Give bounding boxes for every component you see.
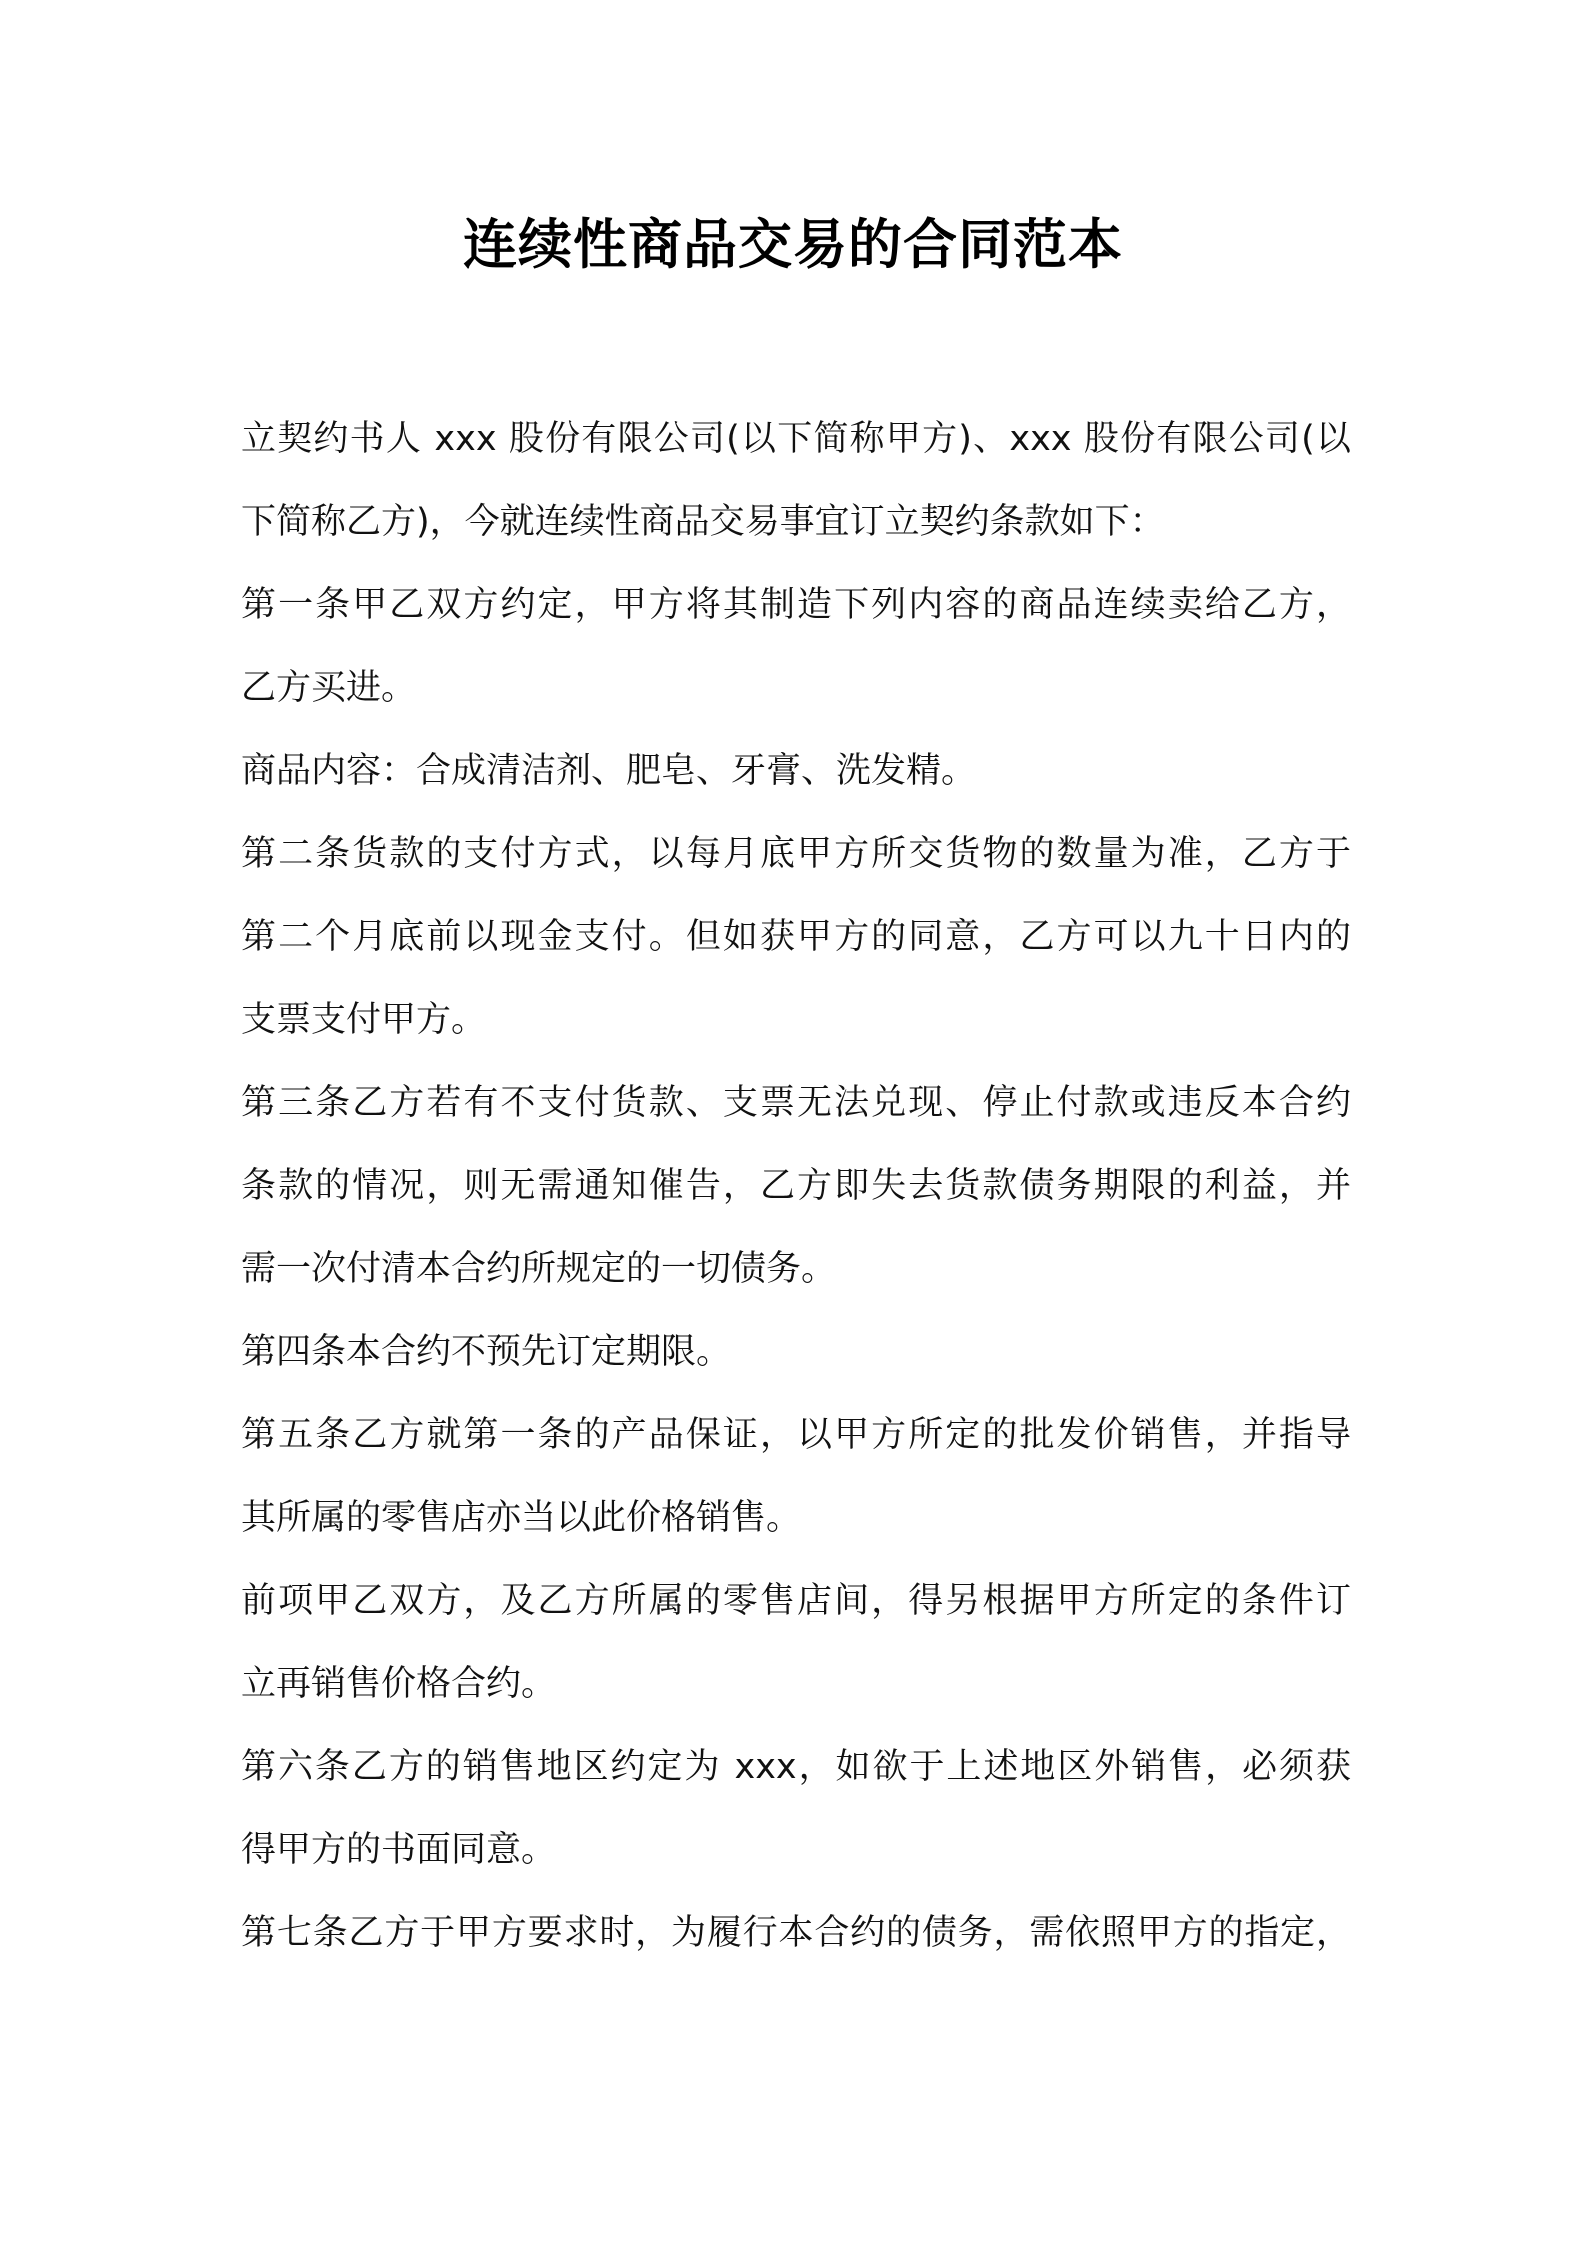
text-line: 第七条乙方于甲方要求时，为履行本合约的债务，需依照甲方的指定， [241, 1913, 1351, 1953]
text-line: 第二个月底前以现金支付。但如获甲方的同意，乙方可以九十日内的 [241, 917, 1351, 957]
text-line: 得甲方的书面同意。 [241, 1830, 557, 1870]
text-line: 前项甲乙双方，及乙方所属的零售店间，得另根据甲方所定的条件订 [241, 1581, 1351, 1621]
document-body [241, 398, 1351, 1975]
text-line: 下简称乙方)，今就连续性商品交易事宜订立契约条款如下： [241, 502, 1165, 542]
text-line: 立再销售价格合约。 [241, 1664, 557, 1704]
text-line: 第六条乙方的销售地区约定为 xxx，如欲于上述地区外销售，必须获 [241, 1747, 1351, 1787]
document-title: 连续性商品交易的合同范本 [463, 213, 1123, 276]
text-line: 条款的情况，则无需通知催告，乙方即失去货款债务期限的利益，并 [241, 1166, 1351, 1206]
text-line: 商品内容：合成清洁剂、肥皂、牙膏、洗发精。 [241, 751, 977, 791]
text-line: 其所属的零售店亦当以此价格销售。 [241, 1498, 802, 1538]
text-line: 第一条甲乙双方约定，甲方将其制造下列内容的商品连续卖给乙方， [241, 585, 1351, 625]
text-line: 第四条本合约不预先订定期限。 [241, 1332, 732, 1372]
text-line: 需一次付清本合约所规定的一切债务。 [241, 1249, 837, 1289]
text-line: 第五条乙方就第一条的产品保证，以甲方所定的批发价销售，并指导 [241, 1415, 1351, 1455]
text-line: 第三条乙方若有不支付货款、支票无法兑现、停止付款或违反本合约 [241, 1083, 1351, 1123]
text-line: 支票支付甲方。 [241, 1000, 487, 1040]
text-line: 第二条货款的支付方式，以每月底甲方所交货物的数量为准，乙方于 [241, 834, 1351, 874]
text-line: 立契约书人 xxx 股份有限公司(以下简称甲方)、xxx 股份有限公司(以 [241, 419, 1351, 459]
text-line: 乙方买进。 [241, 668, 417, 708]
